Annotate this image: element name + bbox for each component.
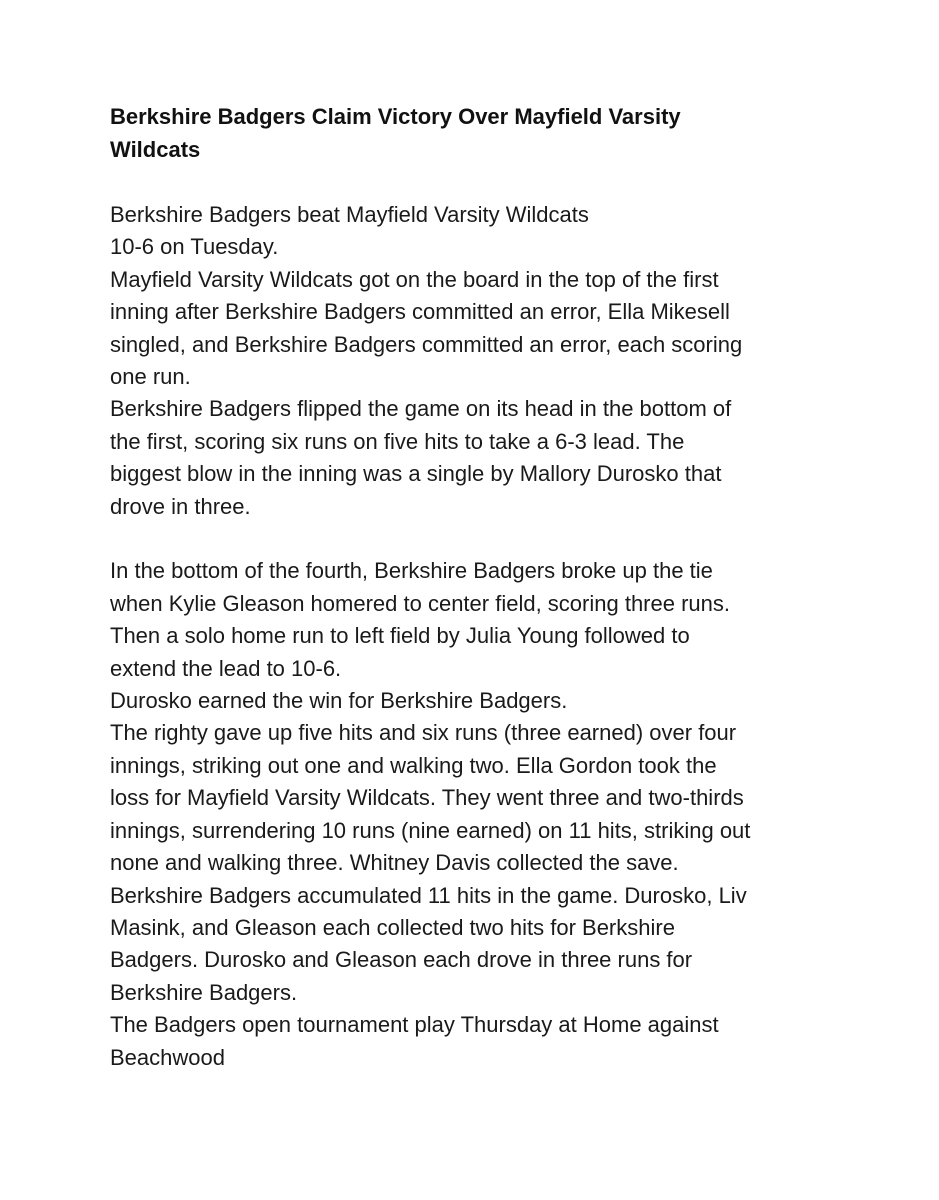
body-line: 10-6 on Tuesday. [110, 234, 279, 260]
body-line: Durosko earned the win for Berkshire Badgers. [110, 688, 568, 714]
body-line: loss for Mayfield Varsity Wildcats. They went three and two-thirds [110, 785, 744, 811]
body-line: The Badgers open tournament play Thursday at Home against [110, 1012, 719, 1038]
body-line: extend the lead to 10-6. [110, 655, 342, 681]
body-line: Berkshire Badgers accumulated 11 hits in the game. Durosko, Liv [110, 882, 747, 908]
body-line: biggest blow in the inning was a single by Mallory Durosko that [110, 461, 722, 487]
body-line: the first, scoring six runs on five hits to take a 6-3 lead. The [110, 428, 685, 454]
body-line: Masink, and Gleason each collected two hits for Berkshire [110, 914, 675, 940]
body-line: The righty gave up five hits and six runs (three earned) over four [110, 720, 737, 746]
body-line: Berkshire Badgers beat Mayfield Varsity Wildcats [110, 202, 589, 227]
body-line: singled, and Berkshire Badgers committed an error, each scoring [110, 331, 743, 357]
body-line: drove in three. [110, 493, 251, 519]
body-line: Berkshire Badgers flipped the game on its head in the bottom of [110, 396, 732, 422]
body-line: Berkshire Badgers. [110, 979, 298, 1005]
body-line: inning after Berkshire Badgers committed an error, Ella Mikesell [110, 299, 730, 325]
article-title-line: Berkshire Badgers Claim Victory Over Mayfield Varsity [110, 104, 681, 129]
body-line: innings, surrendering 10 runs (nine earned) on 11 hits, striking out [110, 817, 751, 843]
body-line: none and walking three. Whitney Davis collected the save. [110, 850, 679, 876]
article-title-line: Wildcats [110, 137, 201, 162]
body-line: Badgers. Durosko and Gleason each drove in three runs for [110, 947, 693, 973]
body-line: Beachwood [110, 1044, 225, 1070]
body-line: innings, striking out one and walking two. Ella Gordon took the [110, 752, 717, 778]
article-title [110, 100, 850, 166]
body-line: In the bottom of the fourth, Berkshire Badgers broke up the tie [110, 558, 713, 584]
body-line: when Kylie Gleason homered to center field, scoring three runs. [110, 590, 730, 616]
article-content [110, 100, 850, 1074]
article-body [110, 199, 850, 1074]
body-line: one run. [110, 364, 191, 390]
body-line: Then a solo home run to left field by Julia Young followed to [110, 623, 690, 649]
paragraph-spacer [110, 523, 850, 555]
body-line: Mayfield Varsity Wildcats got on the board in the top of the first [110, 266, 719, 292]
